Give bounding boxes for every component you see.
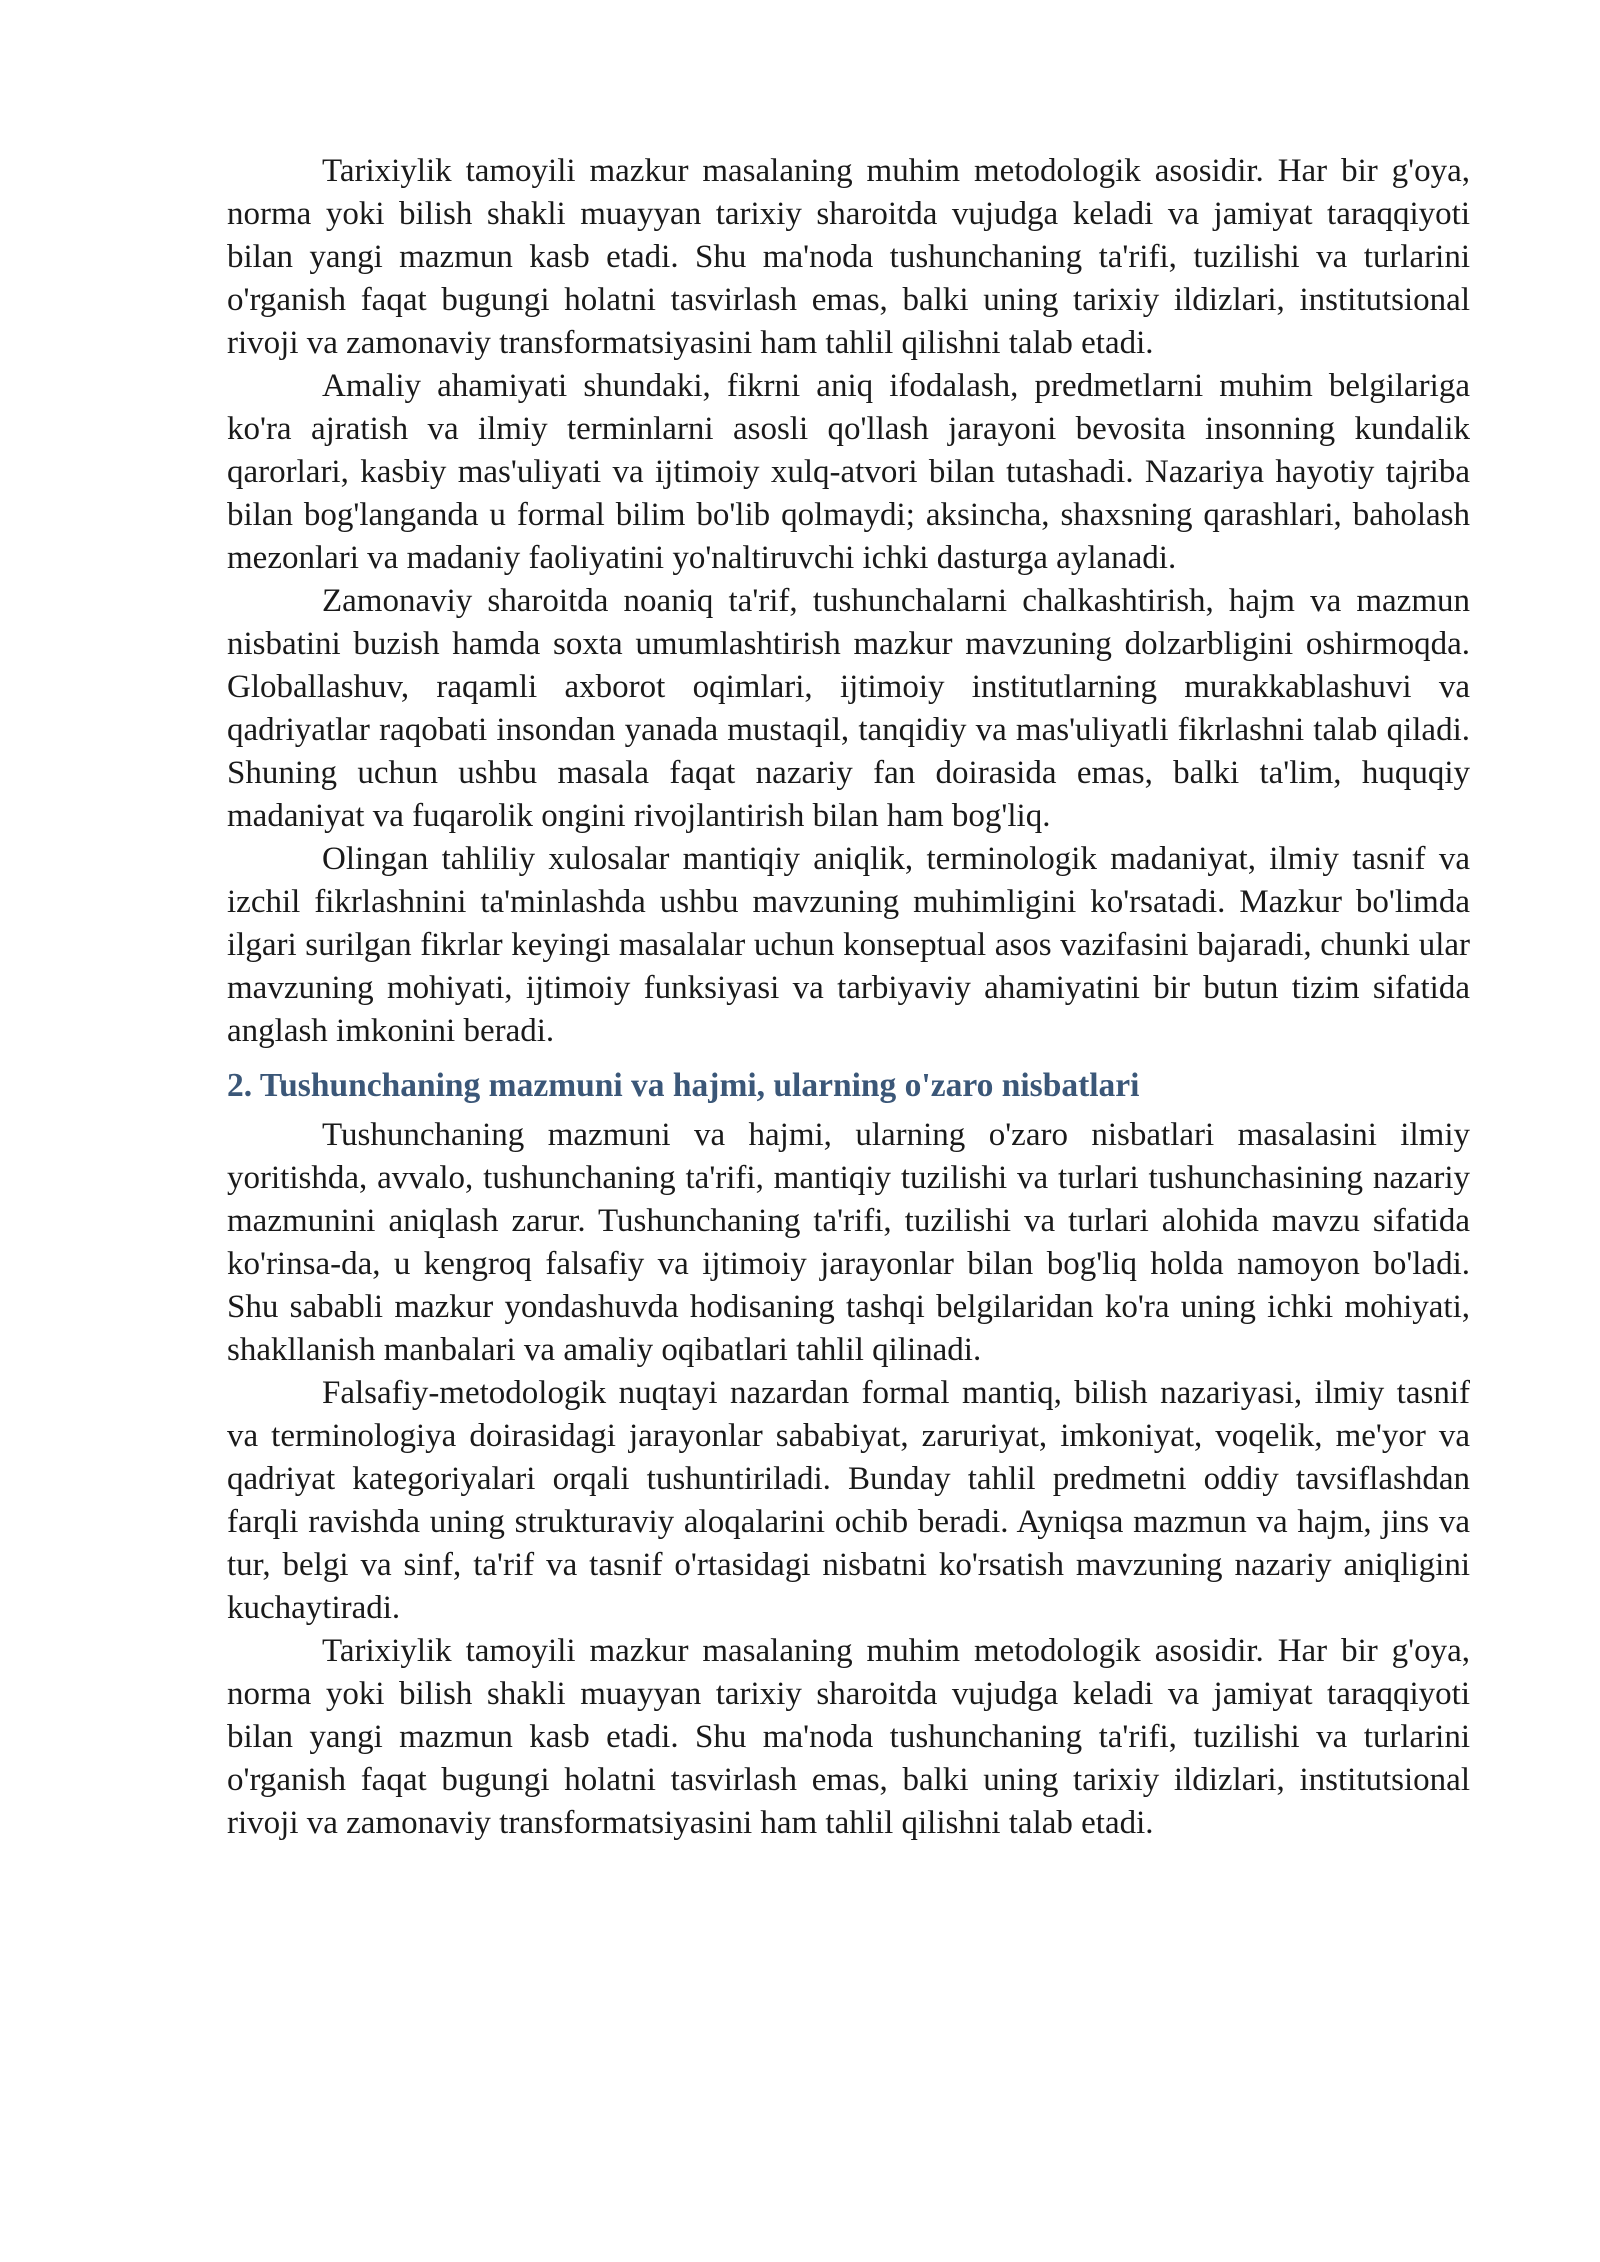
document-page	[227, 150, 1470, 1845]
paragraph-6: Falsafiy-metodologik nuqtayi nazardan formal mantiq, bilish nazariyasi, ilmiy tasnif va terminologiya doirasidagi jarayonlar sababiyat, zaruriyat, imkoniyat, voqelik, me'yor va qadriyat kategoriyalari orqali tushuntiriladi. Bunday tahlil predmetni oddiy tavsiflashdan farqli ravishda uning strukturaviy aloqalarini ochib beradi. Ayniqsa mazmun va hajm, jins va tur, belgi va sinf, ta'rif va tasnif o'rtasidagi nisbatni ko'rsatish mavzuning nazariy aniqligini kuchaytiradi.	[227, 1375, 1470, 1626]
paragraph-4: Olingan tahliliy xulosalar mantiqiy aniqlik, terminologik madaniyat, ilmiy tasnif va izchil fikrlashnini ta'minlashda ushbu mavzuning muhimligini ko'rsatadi. Mazkur bo'limda ilgari surilgan fikrlar keyingi masalalar uchun konseptual asos vazifasini bajaradi, chunki ular mavzuning mohiyati, ijtimoiy funksiyasi va tarbiyaviy ahamiyatini bir butun tizim sifatida anglash imkonini beradi.	[227, 841, 1470, 1049]
section-heading: 2. Tushunchaning mazmuni va hajmi, ularning o'zaro nisbatlari	[227, 1067, 1140, 1104]
paragraph-3: Zamonaviy sharoitda noaniq ta'rif, tushunchalarni chalkashtirish, hajm va mazmun nisbatini buzish hamda soxta umumlashtirish mazkur mavzuning dolzarbligini oshirmoqda. Globallashuv, raqamli axborot oqimlari, ijtimoiy institutlarning murakkablashuvi va qadriyatlar raqobati insondan yanada mustaqil, tanqidiy va mas'uliyatli fikrlashni talab qiladi. Shuning uchun ushbu masala faqat nazariy fan doirasida emas, balki ta'lim, huquqiy madaniyat va fuqarolik ongini rivojlantirish bilan ham bog'liq.	[227, 583, 1470, 834]
paragraph-7: Tarixiylik tamoyili mazkur masalaning muhim metodologik asosidir. Har bir g'oya, norma yoki bilish shakli muayyan tarixiy sharoitda vujudga keladi va jamiyat taraqqiyoti bilan yangi mazmun kasb etadi. Shu ma'noda tushunchaning ta'rifi, tuzilishi va turlarini o'rganish faqat bugungi holatni tasvirlash emas, balki uning tarixiy ildizlari, institutsional rivoji va zamonaviy transformatsiyasini ham tahlil qilishni talab etadi.	[227, 1633, 1470, 1841]
paragraph-5: Tushunchaning mazmuni va hajmi, ularning o'zaro nisbatlari masalasini ilmiy yoritishda, avvalo, tushunchaning ta'rifi, mantiqiy tuzilishi va turlari tushunchasining nazariy mazmunini aniqlash zarur. Tushunchaning ta'rifi, tuzilishi va turlari alohida mavzu sifatida ko'rinsa-da, u kengroq falsafiy va ijtimoiy jarayonlar bilan bog'liq holda namoyon bo'ladi. Shu sababli mazkur yondashuvda hodisaning tashqi belgilaridan ko'ra uning ichki mohiyati, shakllanish manbalari va amaliy oqibatlari tahlil qilinadi.	[227, 1117, 1470, 1368]
paragraph-2: Amaliy ahamiyati shundaki, fikrni aniq ifodalash, predmetlarni muhim belgilariga ko'ra ajratish va ilmiy terminlarni asosli qo'llash jarayoni bevosita insonning kundalik qarorlari, kasbiy mas'uliyati va ijtimoiy xulq-atvori bilan tutashadi. Nazariya hayotiy tajriba bilan bog'langanda u formal bilim bo'lib qolmaydi; aksincha, shaxsning qarashlari, baholash mezonlari va madaniy faoliyatini yo'naltiruvchi ichki dasturga aylanadi.	[227, 368, 1470, 576]
paragraph-1: Tarixiylik tamoyili mazkur masalaning muhim metodologik asosidir. Har bir g'oya, norma yoki bilish shakli muayyan tarixiy sharoitda vujudga keladi va jamiyat taraqqiyoti bilan yangi mazmun kasb etadi. Shu ma'noda tushunchaning ta'rifi, tuzilishi va turlarini o'rganish faqat bugungi holatni tasvirlash emas, balki uning tarixiy ildizlari, institutsional rivoji va zamonaviy transformatsiyasini ham tahlil qilishni talab etadi.	[227, 153, 1470, 361]
